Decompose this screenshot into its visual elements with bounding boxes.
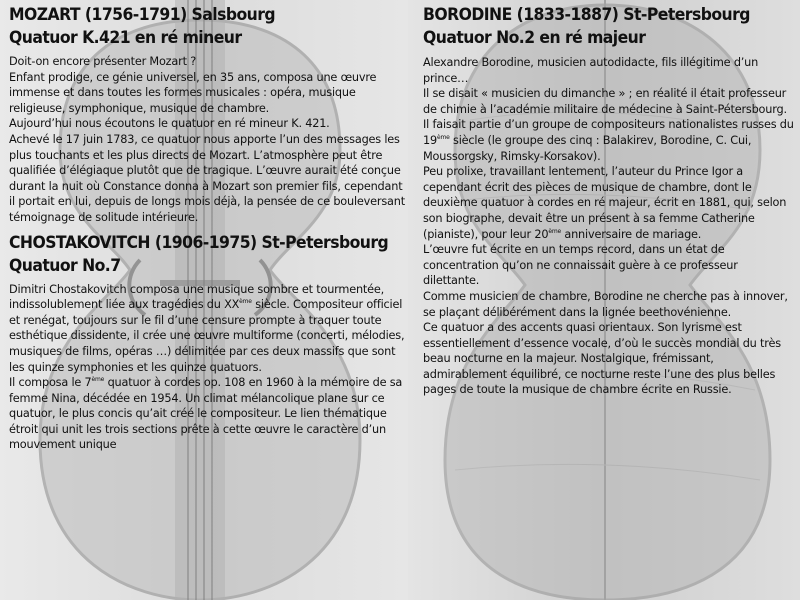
superscript: ème — [548, 227, 561, 235]
superscript: ème — [239, 298, 252, 306]
borodine-paragraph: L’œuvre fut écrite en un temps record, dans un état de concentration qu’on ne connaissait guère à ce professeur dilettante. — [423, 243, 738, 288]
borodine-paragraph — [423, 164, 795, 242]
mozart-title: MOZART (1756-1791) Salsbourg — [9, 5, 276, 25]
left-column — [9, 4, 405, 453]
borodine-paragraph — [423, 117, 795, 164]
borodine-paragraph: Il se disait « musicien du dimanche » ; en réalité il était professeur de chimie à l’académie militaire de médecine à Saint-Pétersbourg. — [423, 87, 787, 116]
mozart-subtitle: Quatuor K.421 en ré mineur — [9, 28, 242, 48]
borodine-p4-text: Peu prolixe, travaillant lentement, l’auteur du Prince Igor a cependant écrit des pièces de musique de chambre, dont le deuxième quatuor à cordes en ré majeur, écrit en 1881, qui, selon son biographe, devait être un présent à sa femme Catherine (pianiste), pour leur 20 — [423, 165, 787, 241]
borodine-p3-text: Il faisait partie d’un groupe de compositeurs nationalistes russes du 19 — [423, 118, 794, 147]
mozart-paragraph: Aujourd’hui nous écoutons le quatuor en ré mineur K. 421. — [9, 117, 330, 131]
borodine-section — [423, 4, 795, 398]
borodine-title: BORODINE (1833-1887) St-Petersbourg — [423, 5, 750, 25]
chostakovitch-p2-text: Il composa le 7 — [9, 376, 92, 390]
chostakovitch-paragraph — [9, 375, 405, 453]
mozart-paragraph: Enfant prodige, ce génie universel, en 35 ans, composa une œuvre immense et dans toutes les formes musicales : opéra, musique religieuse, symphonique, musique de chambre. — [9, 70, 377, 115]
borodine-paragraph: Comme musicien de chambre, Borodine ne cherche pas à innover, se plaçant délibérément dans la lignée beethovénienne. — [423, 289, 788, 319]
mozart-paragraph: Doit-on encore présenter Mozart ? — [9, 55, 196, 68]
right-column — [423, 4, 795, 398]
borodine-paragraph: Alexandre Borodine, musicien autodidacte, fils illégitime d’un prince… — [423, 56, 759, 85]
borodine-p3-text-cont: siècle (le groupe des cinq : Balakirev, Borodine, C. Cui, Moussorgsky, Rimsky-Korsakov). — [423, 133, 752, 163]
superscript: ème — [91, 376, 105, 384]
chostakovitch-subtitle: Quatuor No.7 — [9, 255, 121, 276]
superscript: ème — [436, 134, 450, 142]
chostakovitch-paragraph — [9, 282, 405, 376]
chostakovitch-section — [9, 232, 405, 454]
chostakovitch-p2-text-cont: quatuor à cordes op. 108 en 1960 à la mémoire de sa femme Nina, décédée en 1954. Un climat mélancolique plane sur ce quatuor, le plus concis qu’ait créé le compositeur. Le lien thématique étroit qui unit les trois sections prête à cette œuvre le caractère d’un mouvement unique — [9, 376, 403, 452]
borodine-paragraph: Ce quatuor a des accents quasi orientaux. Son lyrisme est essentiellement d’essence vocale, d’où le succès mondial du très beau nocturne en la majeur. Nostalgique, frémissant, admirablement équilibré, ce nocturne reste l’une des plus belles pages de toute la musique de chambre écrite en Russie. — [423, 321, 781, 397]
chostakovitch-title: CHOSTAKOVITCH (1906-1975) St-Petersbourg — [9, 232, 389, 253]
mozart-paragraph: Achevé le 17 juin 1783, ce quatuor nous apporte l’un des messages les plus touchants et les plus directs de Mozart. L’atmosphère peut être qualifiée d’élégiaque plutôt que de tragique. L’œuvre aurait été conçue durant la nuit où Constance donna à Mozart son premier fils, cependant il portait en lui, depuis de longs mois déjà, la pensée de ce bouleversant témoignage de solitude intérieure. — [9, 132, 405, 224]
chostakovitch-p1-text-cont: siècle. Compositeur officiel et renégat, toujours sur le fil d’une censure prompte à traquer toute esthétique dissidente, il crée une œuvre multiforme (concerti, mélodies, musiques de films, opéras …) délimitée par ces deux massifs que sont les quinze symphonies et les quinze quatuors. — [9, 298, 405, 374]
mozart-section — [9, 4, 405, 226]
borodine-subtitle: Quatuor No.2 en ré majeur — [423, 28, 646, 48]
borodine-p4-text-cont: anniversaire de mariage. — [560, 227, 702, 241]
chostakovitch-p1-text: Dimitri Chostakovitch composa une musique sombre et tourmentée, indissolublement liée aux tragédies du XX — [9, 282, 385, 312]
